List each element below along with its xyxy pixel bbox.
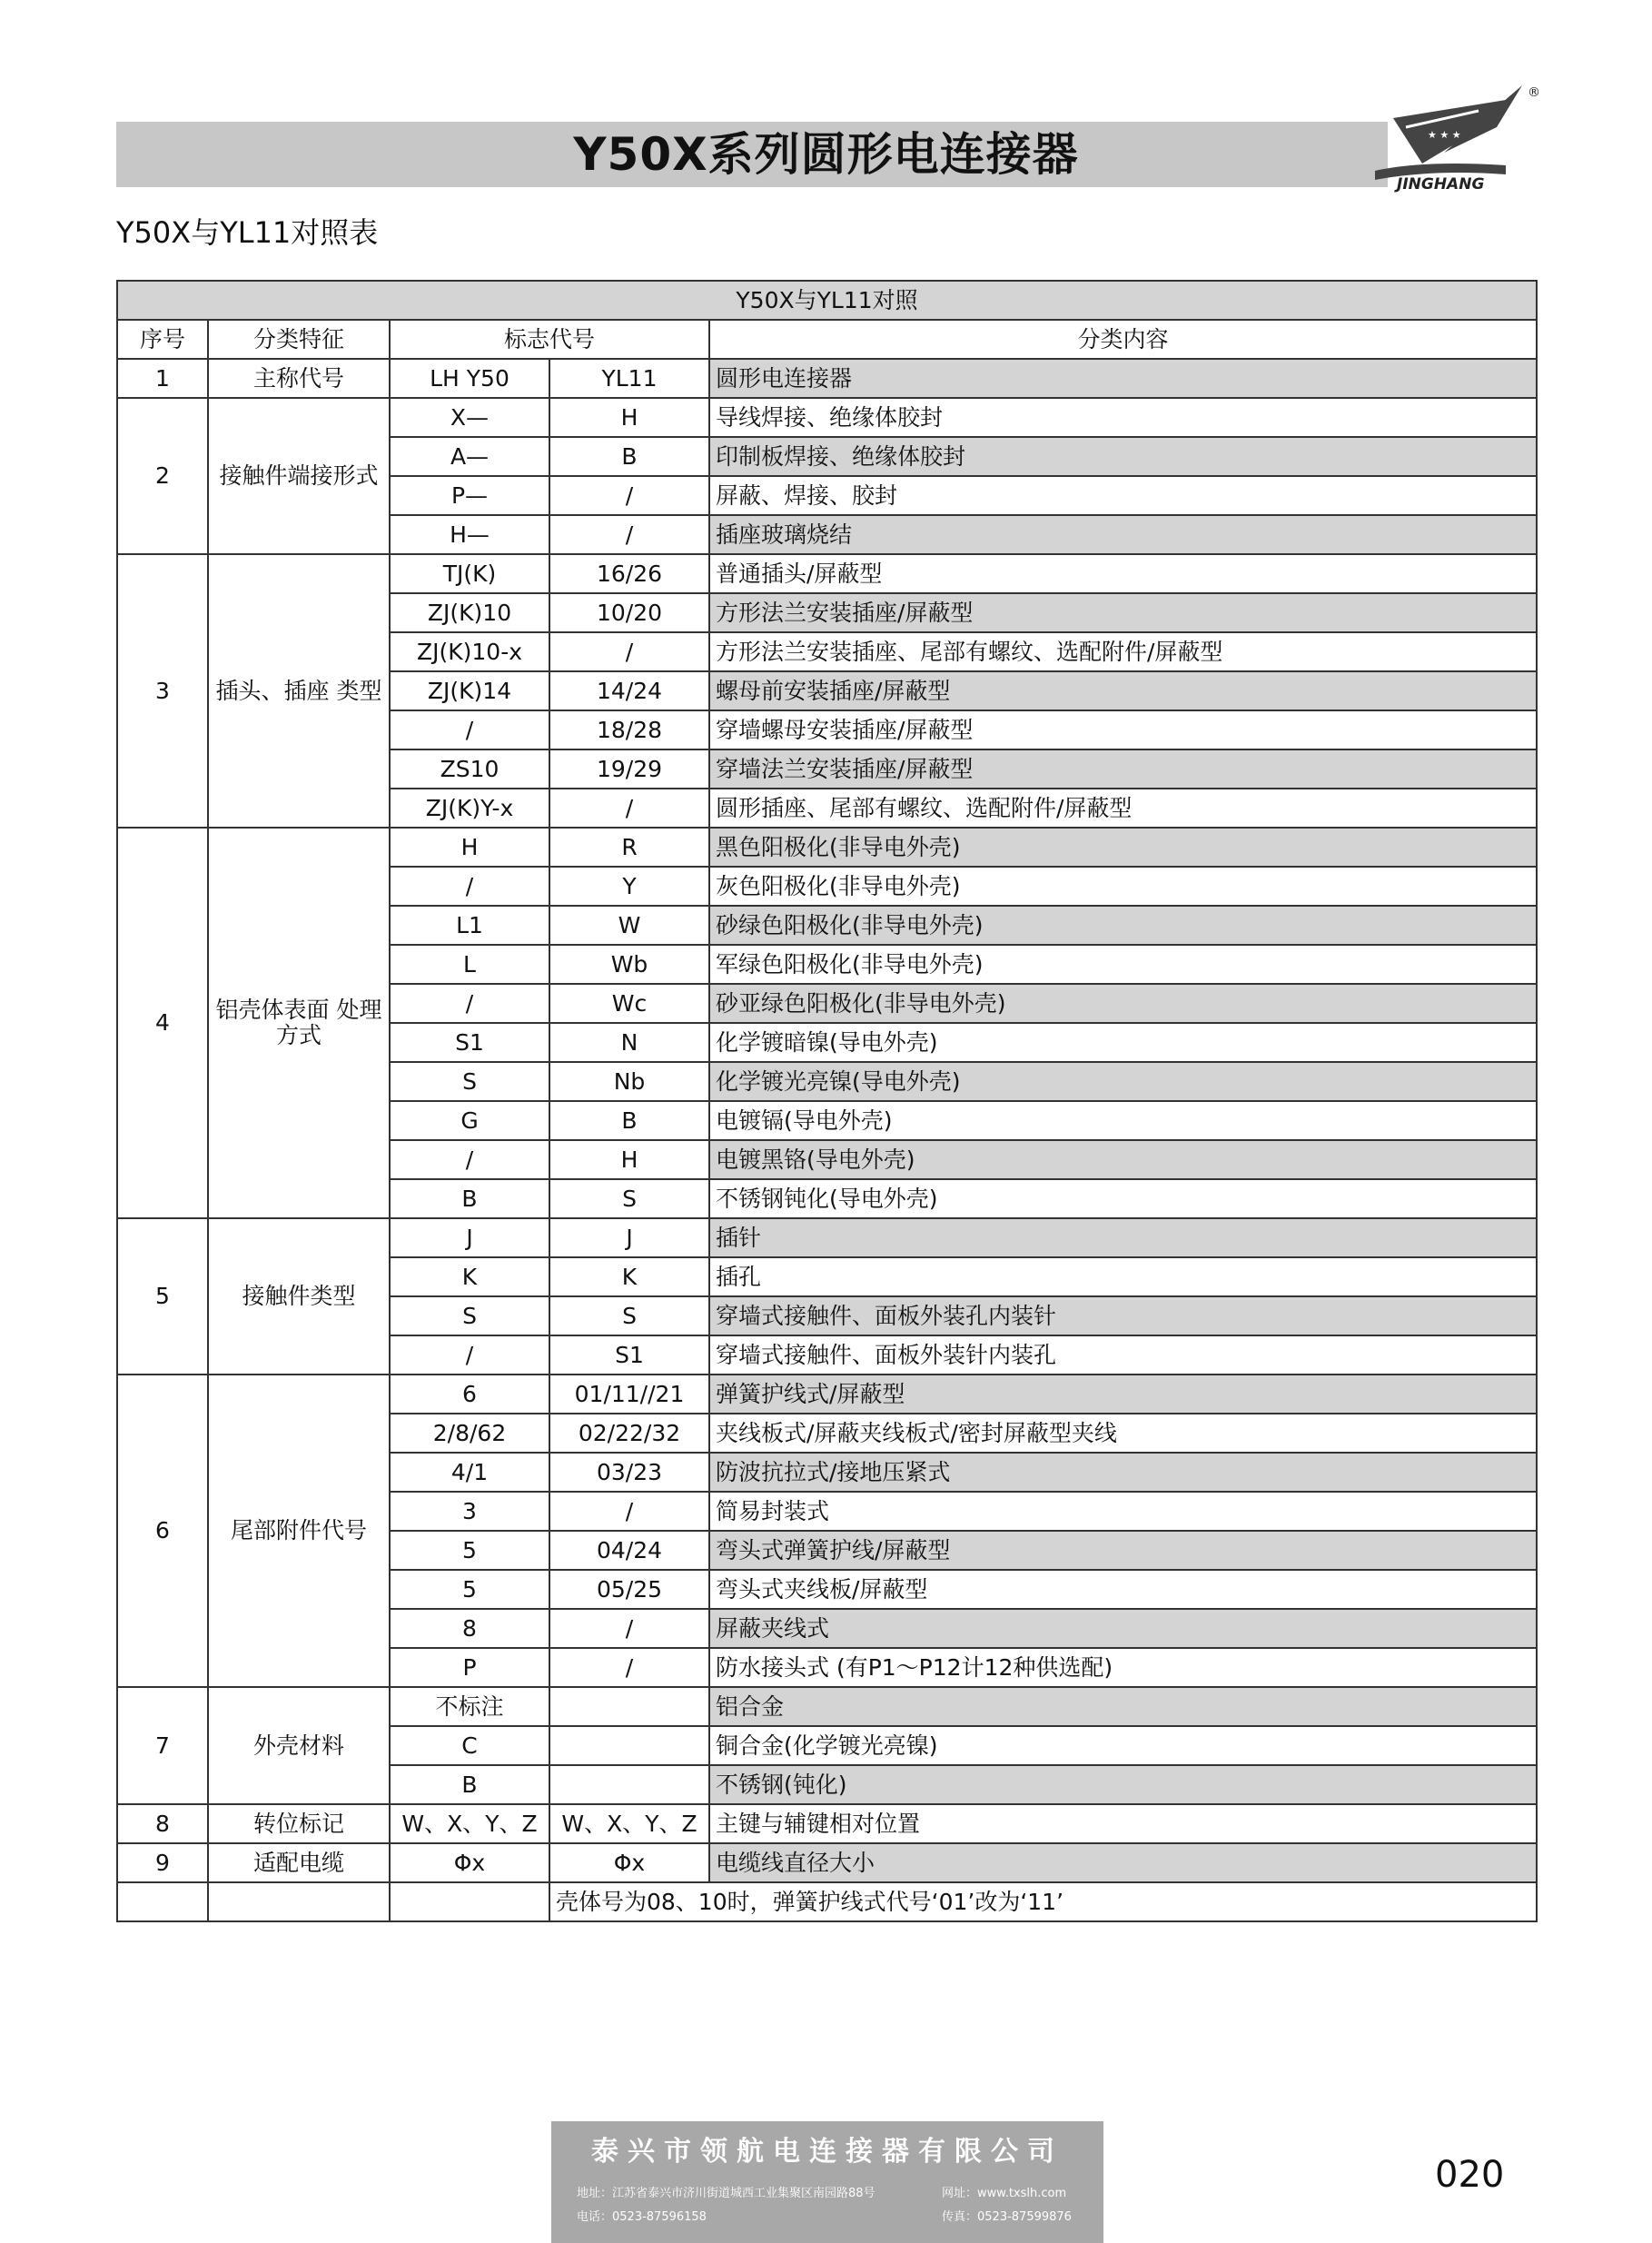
code-y50: /: [390, 1140, 549, 1179]
code-yl11: S: [549, 1179, 709, 1218]
code-y50: /: [390, 1335, 549, 1375]
column-header-code: 标志代号: [390, 320, 709, 359]
row-feature: 转位标记: [208, 1804, 390, 1843]
row-content: 简易封装式: [709, 1492, 1537, 1531]
code-y50: B: [390, 1765, 549, 1804]
row-content: 不锈钢钝化(导电外壳): [709, 1179, 1537, 1218]
code-yl11: Φx: [549, 1843, 709, 1882]
table-row: [117, 1375, 1537, 1414]
row-content: 主键与辅键相对位置: [709, 1804, 1537, 1843]
code-yl11: W: [549, 906, 709, 945]
code-y50: ZS10: [390, 749, 549, 789]
code-y50: 3: [390, 1492, 549, 1531]
code-yl11: 19/29: [549, 749, 709, 789]
column-header-content: 分类内容: [709, 320, 1537, 359]
svg-text:★ ★ ★: ★ ★ ★: [1428, 129, 1461, 141]
row-feature: 外壳材料: [208, 1687, 390, 1804]
row-content: 化学镀光亮镍(导电外壳): [709, 1062, 1537, 1101]
row-content: 不锈钢(钝化): [709, 1765, 1537, 1804]
jinghang-logo: [1370, 80, 1542, 193]
row-content: 圆形插座、尾部有螺纹、选配附件/屏蔽型: [709, 789, 1537, 828]
row-content: 弹簧护线式/屏蔽型: [709, 1375, 1537, 1414]
code-y50: W、X、Y、Z: [390, 1804, 549, 1843]
note-empty: [390, 1882, 549, 1921]
row-number: 3: [117, 554, 208, 828]
code-y50: /: [390, 710, 549, 749]
code-y50: L: [390, 945, 549, 984]
row-feature: 接触件端接形式: [208, 398, 390, 554]
row-content: 屏蔽夹线式: [709, 1609, 1537, 1648]
code-yl11: N: [549, 1023, 709, 1062]
code-yl11: YL11: [549, 359, 709, 398]
row-content: 普通插头/屏蔽型: [709, 554, 1537, 593]
note-empty: [208, 1882, 390, 1921]
row-number: 6: [117, 1375, 208, 1687]
row-content: 弯头式弹簧护线/屏蔽型: [709, 1531, 1537, 1570]
code-y50: 不标注: [390, 1687, 549, 1726]
code-yl11: S: [549, 1296, 709, 1335]
code-y50: LH Y50: [390, 359, 549, 398]
row-content: 灰色阳极化(非导电外壳): [709, 867, 1537, 906]
code-y50: G: [390, 1101, 549, 1140]
code-y50: P—: [390, 476, 549, 515]
row-content: 夹线板式/屏蔽夹线板式/密封屏蔽型夹线: [709, 1414, 1537, 1453]
code-yl11: /: [549, 515, 709, 554]
table-caption-row: [117, 281, 1537, 320]
company-address: 地址：江苏省泰兴市济川街道城西工业集聚区南园路88号: [577, 2187, 875, 2200]
table-row: [117, 1218, 1537, 1257]
code-y50: ZJ(K)10: [390, 593, 549, 632]
row-content: 黑色阳极化(非导电外壳): [709, 828, 1537, 867]
row-content: 铜合金(化学镀光亮镍): [709, 1726, 1537, 1765]
code-y50: B: [390, 1179, 549, 1218]
note-empty: [117, 1882, 208, 1921]
code-y50: S1: [390, 1023, 549, 1062]
code-yl11: 03/23: [549, 1453, 709, 1492]
code-yl11: [549, 1687, 709, 1726]
code-y50: TJ(K): [390, 554, 549, 593]
code-yl11: Wb: [549, 945, 709, 984]
code-yl11: 14/24: [549, 671, 709, 710]
code-y50: 6: [390, 1375, 549, 1414]
code-yl11: H: [549, 398, 709, 437]
row-content: 电缆线直径大小: [709, 1843, 1537, 1882]
footer: [551, 2121, 1103, 2243]
row-number: 8: [117, 1804, 208, 1843]
code-yl11: /: [549, 1609, 709, 1648]
code-yl11: H: [549, 1140, 709, 1179]
code-yl11: Nb: [549, 1062, 709, 1101]
row-feature: 主称代号: [208, 359, 390, 398]
row-content: 插座玻璃烧结: [709, 515, 1537, 554]
code-yl11: 16/26: [549, 554, 709, 593]
code-yl11: J: [549, 1218, 709, 1257]
row-number: 4: [117, 828, 208, 1218]
code-y50: A—: [390, 437, 549, 476]
row-feature: 适配电缆: [208, 1843, 390, 1882]
code-y50: H: [390, 828, 549, 867]
code-yl11: 18/28: [549, 710, 709, 749]
row-content: 方形法兰安装插座、尾部有螺纹、选配附件/屏蔽型: [709, 632, 1537, 671]
row-content: 方形法兰安装插座/屏蔽型: [709, 593, 1537, 632]
row-feature: 接触件类型: [208, 1218, 390, 1375]
code-y50: ZJ(K)14: [390, 671, 549, 710]
code-y50: S: [390, 1296, 549, 1335]
row-content: 穿墙式接触件、面板外装针内装孔: [709, 1335, 1537, 1375]
row-feature: 插头、插座 类型: [208, 554, 390, 828]
page-title: Y50X系列圆形电连接器: [573, 128, 1079, 181]
row-content: 插针: [709, 1218, 1537, 1257]
code-yl11: S1: [549, 1335, 709, 1375]
code-y50: Φx: [390, 1843, 549, 1882]
table-row: [117, 1687, 1537, 1726]
row-content: 螺母前安装插座/屏蔽型: [709, 671, 1537, 710]
code-yl11: Wc: [549, 984, 709, 1023]
code-yl11: [549, 1726, 709, 1765]
row-content: 穿墙式接触件、面板外装孔内装针: [709, 1296, 1537, 1335]
row-feature: 尾部附件代号: [208, 1375, 390, 1687]
code-y50: J: [390, 1218, 549, 1257]
code-yl11: W、X、Y、Z: [549, 1804, 709, 1843]
code-y50: C: [390, 1726, 549, 1765]
code-y50: /: [390, 984, 549, 1023]
table-row: [117, 398, 1537, 437]
row-content: 化学镀暗镍(导电外壳): [709, 1023, 1537, 1062]
row-feature: 铝壳体表面 处理方式: [208, 828, 390, 1218]
row-content: 电镀镉(导电外壳): [709, 1101, 1537, 1140]
column-header-feature: 分类特征: [208, 320, 390, 359]
table-row: [117, 1843, 1537, 1882]
row-content: 插孔: [709, 1257, 1537, 1296]
column-header-no: 序号: [117, 320, 208, 359]
row-number: 5: [117, 1218, 208, 1375]
row-number: 9: [117, 1843, 208, 1882]
table-row: [117, 828, 1537, 867]
row-number: 7: [117, 1687, 208, 1804]
code-yl11: /: [549, 632, 709, 671]
code-y50: 5: [390, 1531, 549, 1570]
row-content: 防水接头式 (有P1～P12计12种供选配): [709, 1648, 1537, 1687]
code-y50: L1: [390, 906, 549, 945]
code-yl11: /: [549, 789, 709, 828]
table-note-row: [117, 1882, 1537, 1921]
row-content: 弯头式夹线板/屏蔽型: [709, 1570, 1537, 1609]
row-content: 圆形电连接器: [709, 359, 1537, 398]
table-subtitle: Y50X与YL11对照表: [116, 215, 379, 250]
code-y50: ZJ(K)Y-x: [390, 789, 549, 828]
row-content: 防波抗拉式/接地压紧式: [709, 1453, 1537, 1492]
row-number: 2: [117, 398, 208, 554]
row-content: 穿墙螺母安装插座/屏蔽型: [709, 710, 1537, 749]
company-name: 泰兴市领航电连接器有限公司: [591, 2136, 1063, 2168]
code-yl11: 01/11//21: [549, 1375, 709, 1414]
company-phone: 电话：0523-87596158: [577, 2210, 707, 2224]
row-content: 军绿色阳极化(非导电外壳): [709, 945, 1537, 984]
row-content: 印制板焊接、绝缘体胶封: [709, 437, 1537, 476]
row-content: 砂亚绿色阳极化(非导电外壳): [709, 984, 1537, 1023]
code-yl11: [549, 1765, 709, 1804]
table-caption: Y50X与YL11对照: [117, 281, 1537, 320]
row-content: 电镀黑铬(导电外壳): [709, 1140, 1537, 1179]
table-row: [117, 1804, 1537, 1843]
code-y50: P: [390, 1648, 549, 1687]
code-yl11: R: [549, 828, 709, 867]
code-y50: 5: [390, 1570, 549, 1609]
comparison-table: [116, 280, 1538, 1922]
code-y50: K: [390, 1257, 549, 1296]
code-y50: S: [390, 1062, 549, 1101]
code-yl11: /: [549, 1648, 709, 1687]
code-yl11: 05/25: [549, 1570, 709, 1609]
table-header-row: [117, 320, 1537, 359]
code-y50: 2/8/62: [390, 1414, 549, 1453]
company-fax: 传真：0523-87599876: [942, 2210, 1072, 2224]
table-row: [117, 359, 1537, 398]
code-y50: /: [390, 867, 549, 906]
code-y50: ZJ(K)10-x: [390, 632, 549, 671]
code-y50: 4/1: [390, 1453, 549, 1492]
table-row: [117, 554, 1537, 593]
code-yl11: /: [549, 1492, 709, 1531]
code-yl11: 04/24: [549, 1531, 709, 1570]
logo-text: JINGHANG: [1397, 175, 1485, 193]
code-yl11: B: [549, 437, 709, 476]
code-yl11: /: [549, 476, 709, 515]
table-note: 壳体号为08、10时，弹簧护线式代号‘01’改为‘11’: [549, 1882, 1537, 1921]
registered-mark: ®: [1528, 85, 1540, 100]
row-content: 铝合金: [709, 1687, 1537, 1726]
code-yl11: 10/20: [549, 593, 709, 632]
row-content: 砂绿色阳极化(非导电外壳): [709, 906, 1537, 945]
page-number: 020: [1435, 2154, 1505, 2196]
code-y50: H—: [390, 515, 549, 554]
code-y50: X—: [390, 398, 549, 437]
code-y50: 8: [390, 1609, 549, 1648]
code-yl11: Y: [549, 867, 709, 906]
row-number: 1: [117, 359, 208, 398]
row-content: 穿墙法兰安装插座/屏蔽型: [709, 749, 1537, 789]
row-content: 屏蔽、焊接、胶封: [709, 476, 1537, 515]
company-website: 网址：www.txslh.com: [942, 2187, 1067, 2200]
code-yl11: B: [549, 1101, 709, 1140]
row-content: 导线焊接、绝缘体胶封: [709, 398, 1537, 437]
code-yl11: 02/22/32: [549, 1414, 709, 1453]
code-yl11: K: [549, 1257, 709, 1296]
